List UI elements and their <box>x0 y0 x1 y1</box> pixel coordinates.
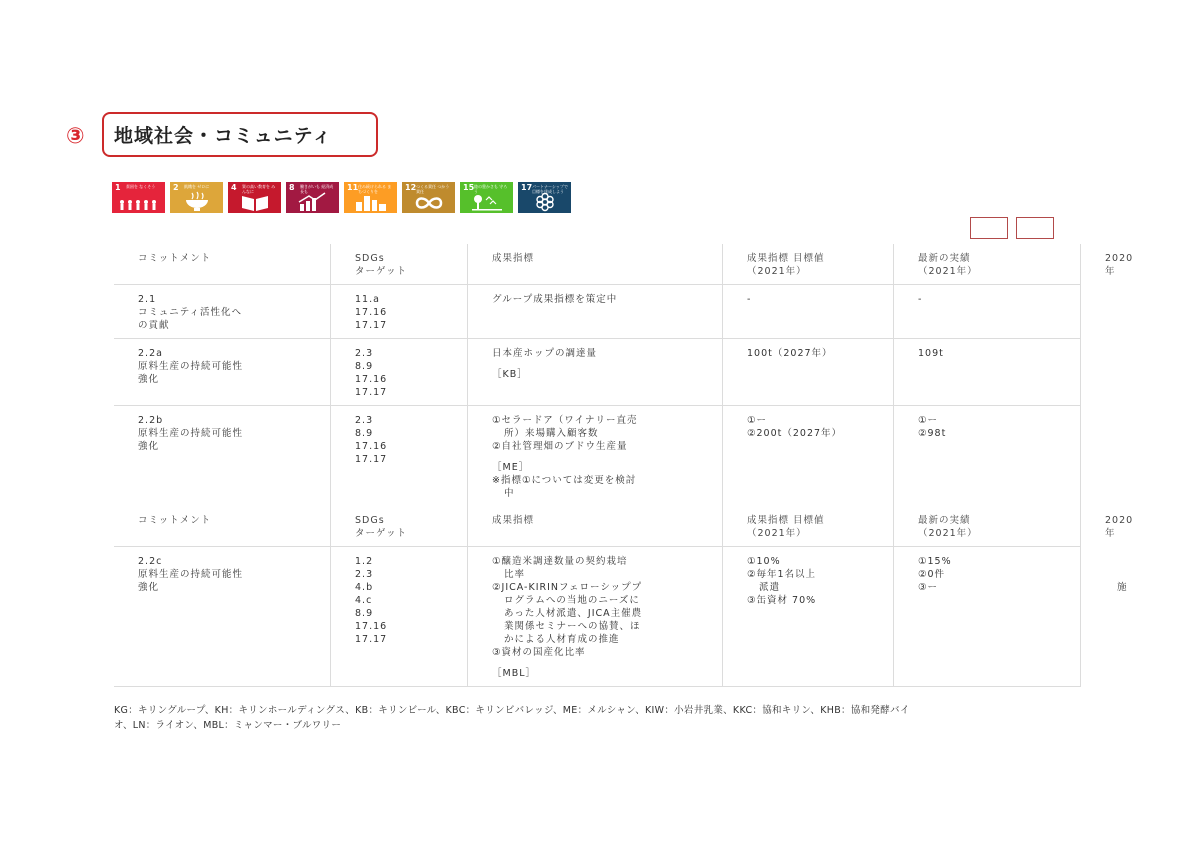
sdg-target-line: 2.3 <box>355 569 374 580</box>
sdg-target-line: 17.17 <box>355 387 388 398</box>
cell-target <box>723 285 894 339</box>
indicator-line: ［KB］ <box>492 369 528 380</box>
indicator-line: ［MBL］ <box>492 668 537 679</box>
target-line: - <box>747 294 752 305</box>
sdg-goal-label: 陸の豊かさも 守ろう <box>474 184 508 194</box>
commitment-name-line: の貢献 <box>138 320 170 331</box>
col-latest-2 <box>894 506 1081 547</box>
table-header-row: コミットメント SDGs ターゲット 成果指標 成果指標 目標値 （2021年） 最新の実績 （2021年） 2020年 <box>114 244 1081 285</box>
col-latest-l2: （2021年） <box>918 266 978 277</box>
col-sdgs-l1: SDGs <box>355 253 385 264</box>
cell-indicator <box>468 339 723 406</box>
indicator-line: ①セラードア（ワイナリー直売 <box>492 415 638 426</box>
indicator-line: ②自社管理畑のブドウ生産量 <box>492 441 628 452</box>
cell-commitment <box>114 406 331 507</box>
col-latest-2-l1: 最新の実績 <box>918 515 971 526</box>
cell-sdgs <box>331 547 468 687</box>
scroll-right-button[interactable] <box>1016 217 1054 239</box>
sdg-goal-12-icon <box>402 182 455 213</box>
cell-target <box>723 339 894 406</box>
indicator-line: 所）来場購入顧客数 <box>504 428 599 439</box>
footnote-line-1: KG：キリングループ、KH：キリンホールディングス、KB：キリンビール、KBC：キリンビバレッジ、ME：メルシャン、KIW：小岩井乳業、KKC：協和キリン、KHB：協和発酵バイ <box>114 705 910 716</box>
indicator-line: 比率 <box>504 569 526 580</box>
sdg-target-line: 17.16 <box>355 621 388 632</box>
col-sdgs-2-l1: SDGs <box>355 515 385 526</box>
latest-line: - <box>918 294 923 305</box>
target-line: ②毎年1名以上 <box>747 569 817 580</box>
sdg-target-line: 8.9 <box>355 361 374 372</box>
cell-sdgs <box>331 339 468 406</box>
footnote <box>114 703 1066 733</box>
col-target-2 <box>723 506 894 547</box>
table-row <box>114 406 1081 507</box>
indicator-line: ［ME］ <box>492 462 530 473</box>
cell-indicator <box>468 547 723 687</box>
sdg-goal-label: パートナーシップで 目標を達成しよう <box>532 184 568 194</box>
indicator-line: ②JICA-KIRINフェローシッププ <box>492 582 643 593</box>
latest-line: ①15% <box>918 556 952 567</box>
sdg-target-line: 11.a <box>355 294 380 305</box>
latest-line: ②0件 <box>918 569 946 580</box>
commitment-id: 2.2c <box>138 556 163 567</box>
table-row <box>114 339 1081 406</box>
indicator-gap <box>492 360 714 368</box>
sdg-target-line: 17.17 <box>355 634 388 645</box>
latest-line: ③ー <box>918 582 939 593</box>
col-sdgs-2-l2: ターゲット <box>355 528 408 539</box>
col-indicator: 成果指標 <box>468 244 723 285</box>
footnote-line-2: オ、LN：ライオン、MBL：ミャンマー・ブルワリー <box>114 720 342 731</box>
col-sdgs-l2: ターゲット <box>355 266 408 277</box>
target-line: 100t（2027年） <box>747 348 833 359</box>
col-target-l1: 成果指標 目標値 <box>747 253 825 264</box>
commitment-name-line: 強化 <box>138 374 160 385</box>
col-target-l2: （2021年） <box>747 266 807 277</box>
sdg-goal-label: 飢餓を ゼロに <box>184 184 210 189</box>
sdg-goal-15-icon <box>460 182 513 213</box>
cell-commitment <box>114 547 331 687</box>
col-sdgs <box>331 244 468 285</box>
indicator-line: 業関係セミナーへの協賛、ほ <box>504 621 641 632</box>
indicator-line: ※指標①については変更を検討 <box>492 475 637 486</box>
sdg-goal-number: 17 <box>521 183 533 192</box>
cell-target <box>723 547 894 687</box>
indicator-line: ③資材の国産化比率 <box>492 647 586 658</box>
sdg-goal-17-icon <box>518 182 571 213</box>
section-title <box>102 112 378 157</box>
indicator-line: ①醸造米調達数量の契約栽培 <box>492 556 628 567</box>
sdg-goal-4-icon <box>228 182 281 213</box>
cell-latest <box>894 547 1081 687</box>
sdg-goal-number: 4 <box>231 183 237 192</box>
sdg-target-line: 2.3 <box>355 348 374 359</box>
target-line: ③缶資材 70% <box>747 595 817 606</box>
sdg-icon-row <box>112 182 571 213</box>
sdg-goal-number: 1 <box>115 183 121 192</box>
col-target-2-l1: 成果指標 目標値 <box>747 515 825 526</box>
sdg-goal-label: つくる責任 つかう責任 <box>416 184 450 194</box>
col-commitment: コミットメント <box>114 244 331 285</box>
indicator-line: 日本産ホップの調達量 <box>492 348 598 359</box>
sdg-goal-number: 15 <box>463 183 475 192</box>
commitment-name-line: 原料生産の持続可能性 <box>138 361 244 372</box>
sdg-target-line: 1.2 <box>355 556 374 567</box>
cell-latest <box>894 285 1081 339</box>
indicator-gap <box>492 659 714 667</box>
section-number: ③ <box>66 124 85 149</box>
sdg-target-line: 17.17 <box>355 454 388 465</box>
commitment-id: 2.1 <box>138 294 157 305</box>
cell-sdgs <box>331 406 468 507</box>
sdg-goal-label: 質の高い教育を みんなに <box>242 184 276 194</box>
cell-sdgs <box>331 285 468 339</box>
table-row <box>114 285 1081 339</box>
table-nav <box>970 217 1054 239</box>
sdg-goal-2-icon <box>170 182 223 213</box>
commitment-name-line: 強化 <box>138 582 160 593</box>
commitment-name-line: 原料生産の持続可能性 <box>138 569 244 580</box>
sdg-goal-label: 働きがいも 経済成長も <box>300 184 334 194</box>
sdg-goal-1-icon <box>112 182 165 213</box>
latest-line: ①ー <box>918 415 939 426</box>
target-line: ①10% <box>747 556 781 567</box>
cell-commitment <box>114 285 331 339</box>
cell-target <box>723 406 894 507</box>
indicator-line: かによる人材育成の推進 <box>504 634 620 645</box>
target-line: ②200t（2027年） <box>747 428 843 439</box>
target-line: 派遣 <box>759 582 781 593</box>
sdg-target-line: 17.16 <box>355 307 388 318</box>
sdg-goal-number: 2 <box>173 183 179 192</box>
sdg-goal-label: 住み続けられる まちづくりを <box>358 184 392 194</box>
cell-indicator <box>468 285 723 339</box>
col-latest-l1: 最新の実績 <box>918 253 971 264</box>
target-line: ①ー <box>747 415 768 426</box>
sdg-goal-number: 12 <box>405 183 417 192</box>
sdg-goal-number: 11 <box>347 183 359 192</box>
col-sdgs-2 <box>331 506 468 547</box>
sdg-target-line: 17.16 <box>355 441 388 452</box>
latest-line: 109t <box>918 348 944 359</box>
commitment-name-line: コミュニティ活性化へ <box>138 307 243 318</box>
sdg-target-line: 4.c <box>355 595 373 606</box>
indicator-line: グループ成果指標を策定中 <box>492 294 618 305</box>
indicator-line: ログラムへの当地のニーズに <box>504 595 640 606</box>
cell-commitment <box>114 339 331 406</box>
col-latest-2-l2: （2021年） <box>918 528 978 539</box>
cell-indicator <box>468 406 723 507</box>
col-latest <box>894 244 1081 285</box>
commitment-name-line: 強化 <box>138 441 160 452</box>
commitment-id: 2.2b <box>138 415 164 426</box>
sdg-target-line: 17.16 <box>355 374 388 385</box>
table-header-row-2: コミットメント SDGs ターゲット 成果指標 成果指標 目標値 （2021年） 最新の実績 （2021年） 2020年 <box>114 506 1081 547</box>
sdg-target-line: 17.17 <box>355 320 388 331</box>
sdg-target-line: 2.3 <box>355 415 374 426</box>
indicator-line: 中 <box>504 488 515 499</box>
section-title-text: 地域社会・コミュニティ <box>114 125 333 147</box>
sdg-goal-number: 8 <box>289 183 295 192</box>
sdg-goal-11-icon <box>344 182 397 213</box>
commitment-table <box>114 244 1134 687</box>
indicator-line: あった人材派遣、JICA主催農 <box>504 608 643 619</box>
col-target-2-l2: （2021年） <box>747 528 807 539</box>
cell-latest <box>894 339 1081 406</box>
cell-latest <box>894 406 1081 507</box>
commitment-name-line: 原料生産の持続可能性 <box>138 428 244 439</box>
latest-line: ②98t <box>918 428 947 439</box>
sdg-target-line: 8.9 <box>355 608 374 619</box>
sdg-target-line: 4.b <box>355 582 374 593</box>
col-commitment-2: コミットメント <box>114 506 331 547</box>
sdg-target-line: 8.9 <box>355 428 374 439</box>
sdg-goal-8-icon <box>286 182 339 213</box>
col-indicator-2: 成果指標 <box>468 506 723 547</box>
indicator-gap <box>492 453 714 461</box>
sdg-goal-label: 貧困を なくそう <box>126 184 156 189</box>
commitment-id: 2.2a <box>138 348 163 359</box>
table-row <box>114 547 1081 687</box>
col-target <box>723 244 894 285</box>
scroll-left-button[interactable] <box>970 217 1008 239</box>
y2020-line: 施 <box>1117 582 1128 593</box>
